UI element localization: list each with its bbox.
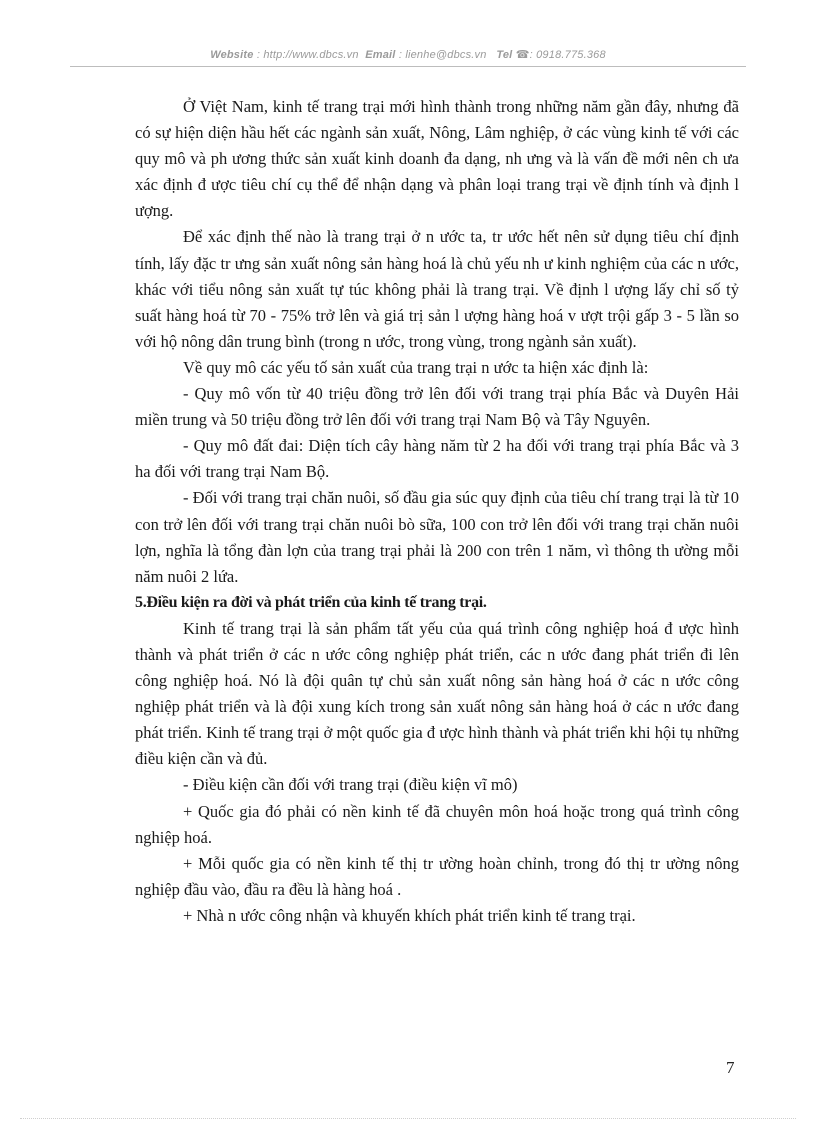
tel-label: Tel [496,49,513,61]
section-heading: 5.Điều kiện ra đời và phát triển của kinh tế trang trại. [135,593,487,611]
footer-divider [20,1118,796,1119]
list-item: + Nhà n ước công nhận và khuyến khích phát triển kinh tế trang trại. [183,905,636,925]
list-item: + Mỗi quốc gia có nền kinh tế thị tr ường hoàn chỉnh, trong đó thị tr ường nông nghiệp đầu vào, đầu ra đều là hàng hoá . [135,853,739,899]
page-number: 7 [726,1058,735,1077]
email-value: : lienhe@dbcs.vn [398,49,487,61]
document-body [135,94,739,929]
list-item: - Quy mô đất đai: Diện tích cây hàng năm từ 2 ha đối với trang trại phía Bắc và 3 ha đối với trang trại Nam Bộ. [135,436,739,482]
paragraph: Để xác định thế nào là trang trại ở n ước ta, tr ước hết nên sử dụng tiêu chí định tính, lấy đặc tr ưng sản xuất nông sản hàng hoá là chủ yếu nh ư kinh nghiệm của các n ước, khác với tiểu nông sản xuất tự túc không phải là trang trại. Về định l ượng lấy chỉ số tỷ suất hàng hoá từ 70 - 75% trở lên và giá trị sản l ượng hàng hoá v ượt trội gấp 3 - 5 lần so với hộ nông dân trung bình (trong n ước, trong vùng, trong ngành sản xuất). [135,227,739,351]
list-item: + Quốc gia đó phải có nền kinh tế đã chuyên môn hoá hoặc trong quá trình công nghiệp hoá. [135,801,739,847]
email-label: Email [365,49,396,61]
paragraph: Ở Việt Nam, kinh tế trang trại mới hình thành trong những năm gần đây, nhưng đã có sự hiện diện hầu hết các ngành sản xuất, Nông, Lâm nghiệp, ở các vùng kinh tế với các quy mô và ph ương thức sản xuất kinh doanh đa dạng, nh ưng và là vấn đề mới nên ch ưa xác định đ ược tiêu chí cụ thể để nhận dạng và phân loại trang trại về định tính và định l ượng. [135,97,739,221]
list-item: - Đối với trang trại chăn nuôi, số đầu gia súc quy định của tiêu chí trang trại là từ 10 con trở lên đối với trang trại chăn nuôi bò sữa, 100 con trở lên đối với trang trại chăn nuôi lợn, nghĩa là tổng đàn lợn của trang trại phải là 200 con trên 1 năm, vì thông th ường mỗi năm nuôi 2 lứa. [135,488,739,586]
page-header [70,48,746,61]
paragraph: Về quy mô các yếu tố sản xuất của trang trại n ước ta hiện xác định là: [183,357,649,377]
website-label: Website [210,49,254,61]
tel-value: ☎: 0918.775.368 [515,49,606,61]
list-item: - Điều kiện cần đối với trang trại (điều kiện vĩ mô) [183,775,518,795]
website-value: : http://www.dbcs.vn [256,49,359,61]
list-item: - Quy mô vốn từ 40 triệu đồng trở lên đối với trang trại phía Bắc và Duyên Hải miền trung và 50 triệu đồng trở lên đối với trang trại Nam Bộ và Tây Nguyên. [135,384,739,430]
paragraph: Kinh tế trang trại là sản phẩm tất yếu của quá trình công nghiệp hoá đ ược hình thành và phát triển ở các n ước công nghiệp phát triển, các n ước đang phát triển đi lên công nghiệp hoá. Nó là đội quân tự chủ sản xuất nông sản hàng hoá ở các n ước công nghiệp phát triển và là đội xung kích trong sản xuất nông sản hàng hoá ở các n ước đang phát triển. Kinh tế trang trại ở một quốc gia đ ược hình thành và phát triển khi hội tụ những điều kiện cần và đủ. [135,618,739,769]
header-divider [70,66,746,67]
